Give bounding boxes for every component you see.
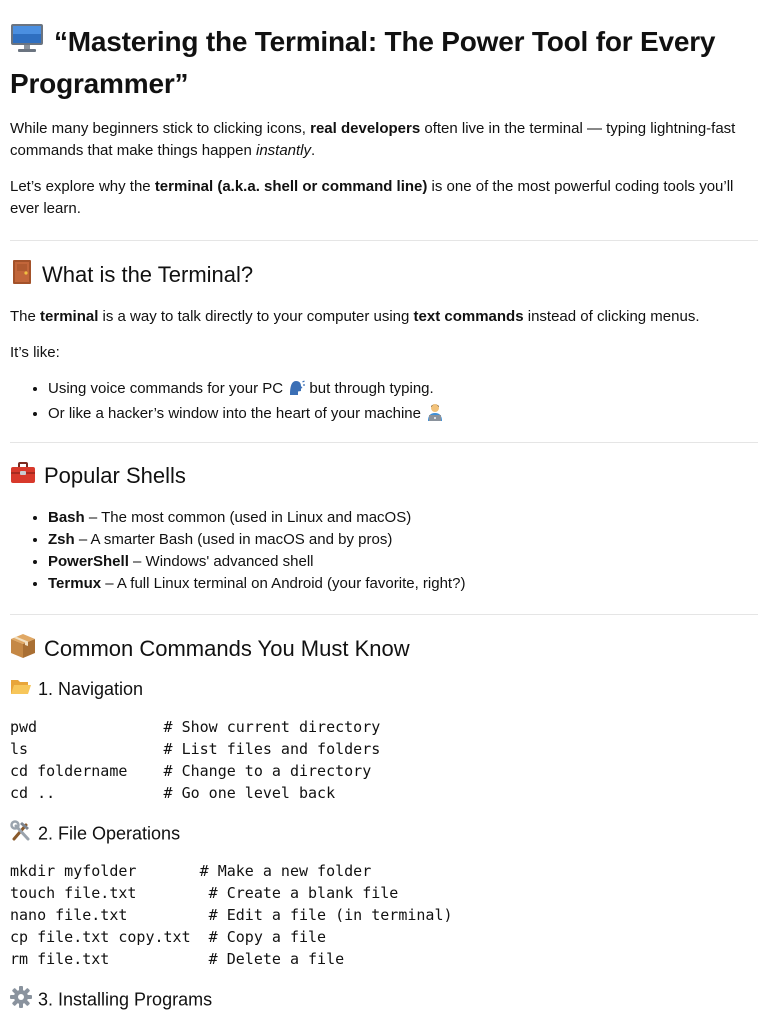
title-heading	[10, 22, 750, 104]
shell-name: Bash	[48, 509, 85, 526]
subheading-file-operations	[10, 820, 180, 849]
subheading-installing-programs	[10, 986, 212, 1015]
its-like-list	[10, 378, 768, 428]
list-item-text: Or like a hacker’s window into the heart of your machine	[48, 405, 426, 422]
code-block-navigation: pwd # Show current directory ls # List files and folders cd foldername # Change to a directory cd .. # Go one level back	[10, 718, 381, 802]
bold-text-commands: text commands	[413, 308, 524, 325]
section-heading-text: What is the Terminal?	[42, 261, 254, 287]
shell-item-zsh	[48, 529, 768, 551]
shell-item-bash	[48, 507, 768, 529]
speaking-head-icon	[287, 378, 305, 403]
body-text: is a way to talk directly to your computer using	[98, 308, 414, 325]
shell-description: – The most common (used in Linux and macOS)	[84, 509, 412, 526]
document-title	[10, 22, 750, 104]
what-is-paragraph	[10, 306, 758, 328]
list-item-text: but through typing.	[305, 380, 434, 397]
list-item	[48, 403, 768, 428]
shell-name: Termux	[48, 575, 102, 592]
code-block-file-operations: mkdir myfolder # Make a new folder touch file.txt # Create a blank file nano file.txt # Edit a file (in terminal) cp file.txt copy.txt # Copy a file rm file.txt # Delete a file	[10, 862, 453, 968]
intro-text: .	[311, 142, 316, 159]
package-icon	[10, 633, 36, 667]
subheading-text: 3. Installing Programs	[38, 989, 213, 1010]
intro-text: While many beginners stick to clicking icons,	[10, 120, 311, 137]
title-text: “Mastering the Terminal: The Power Tool for Every Programmer”	[10, 26, 716, 100]
hammer-wrench-icon	[10, 820, 32, 849]
desktop-computer-icon	[10, 23, 44, 64]
shell-description: – A full Linux terminal on Android (your favorite, right?)	[101, 575, 466, 592]
shell-description: – Windows' advanced shell	[128, 553, 314, 570]
section-divider	[10, 240, 758, 241]
section-heading-text: Popular Shells	[44, 463, 186, 488]
its-like-text: It’s like:	[10, 344, 60, 361]
intro-text: often live in the terminal — typing lightning-fast commands that make things happen	[10, 120, 736, 159]
section-heading-common-commands	[10, 633, 410, 667]
subheading-text: 2. File Operations	[38, 823, 181, 844]
open-folder-icon	[10, 677, 32, 703]
body-text: instead of clicking menus.	[523, 308, 700, 325]
intro-bold-real-developers: real developers	[310, 120, 421, 137]
door-icon	[10, 259, 34, 293]
shell-item-termux	[48, 573, 768, 595]
section-heading-what-is-terminal	[10, 259, 253, 293]
intro-bold-terminal: terminal (a.k.a. shell or command line)	[154, 178, 428, 195]
intro-paragraph-2	[10, 176, 758, 220]
shell-name: Zsh	[48, 531, 75, 548]
toolbox-icon	[10, 461, 36, 493]
shells-list	[10, 507, 768, 595]
section-divider	[10, 442, 758, 443]
shell-item-powershell	[48, 551, 768, 573]
list-item	[48, 378, 768, 403]
intro-italic-instantly: instantly	[255, 142, 312, 159]
body-text: The	[10, 308, 41, 325]
subheading-text: 1. Navigation	[38, 679, 144, 699]
list-item-text: Using voice commands for your PC	[48, 380, 288, 397]
shell-description: – A smarter Bash (used in macOS and by pros)	[74, 531, 393, 548]
section-heading-popular-shells	[10, 461, 186, 493]
section-divider	[10, 614, 758, 615]
intro-paragraph-1	[10, 118, 758, 162]
intro-text: Let’s explore why the	[10, 178, 155, 195]
shell-name: PowerShell	[48, 553, 129, 570]
intro-text: is one of the most powerful coding tools you’ll ever learn.	[10, 178, 734, 217]
gear-icon	[10, 986, 32, 1015]
technologist-icon	[425, 403, 445, 428]
subheading-navigation	[10, 676, 143, 703]
section-heading-text: Common Commands You Must Know	[44, 635, 410, 661]
bold-terminal: terminal	[40, 308, 99, 325]
